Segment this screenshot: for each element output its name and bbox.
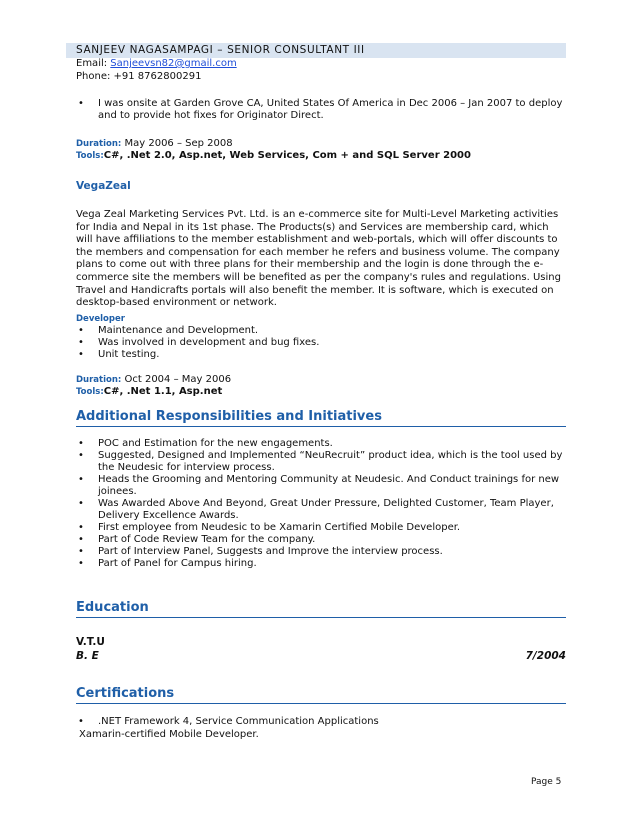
list-item: • .NET Framework 4, Service Communication Applications [76, 716, 566, 728]
list-item: • Part of Panel for Campus hiring. [76, 558, 566, 570]
tools-value: C#, .Net 2.0, Asp.net, Web Services, Com + and SQL Server 2000 [103, 150, 471, 161]
tools-label: Tools: [76, 151, 104, 161]
list-item: • Part of Code Review Team for the company. [76, 534, 566, 546]
list-item: • Heads the Grooming and Mentoring Community at Neudesic. And Conduct trainings for new joinees. [76, 474, 566, 498]
vegazeal-description: Vega Zeal Marketing Services Pvt. Ltd. is an e-commerce site for Multi-Level Marketing activities for India and Nepal in its 1st phase. The Products(s) and Services are membership card, which will have affiliations to the member establishment and web-portals, which will offer discounts to the members and compensation for each member he refers and business volume. The company plans to come out with three plans for their membership and the login is done through the e-commerce site the members will be benefited as per the company's rules and regulations. Using Travel and Handicrafts portals will also benefit the member. It is software, which is executed on desktop-based environment or network. [76, 209, 561, 309]
tools-label: Tools: [76, 387, 104, 397]
certification-extra: Xamarin-certified Mobile Developer. [79, 729, 259, 740]
additional-bullet-list [76, 438, 566, 570]
section-divider [76, 703, 566, 704]
duration-label: Duration: [76, 139, 122, 149]
list-item: • Maintenance and Development. [76, 325, 566, 337]
section-title-education: Education [76, 600, 149, 615]
email-link[interactable]: Sanjeevsn82@gmail.com [110, 58, 237, 69]
vegazeal-bullet-list [76, 325, 566, 361]
vegazeal-tools [76, 386, 222, 397]
project1-duration [76, 138, 233, 149]
section-title-certifications: Certifications [76, 686, 175, 701]
phone-line: Phone: +91 8762800291 [76, 71, 202, 82]
university-name: V.T.U [76, 636, 105, 648]
degree-name: B. E [76, 650, 99, 662]
vegazeal-duration [76, 374, 231, 385]
section-divider [76, 617, 566, 618]
tools-value: C#, .Net 1.1, Asp.net [103, 386, 223, 397]
duration-label: Duration: [76, 375, 122, 385]
list-item: • Was involved in development and bug fixes. [76, 337, 566, 349]
list-item: • POC and Estimation for the new engagements. [76, 438, 566, 450]
email-label: Email: [76, 58, 111, 69]
duration-value: May 2006 – Sep 2008 [121, 138, 233, 149]
page-number: Page 5 [531, 777, 562, 787]
company-title-vegazeal: VegaZeal [76, 180, 131, 192]
onsite-bullet-list [76, 98, 566, 122]
duration-value: Oct 2004 – May 2006 [121, 374, 232, 385]
section-title-additional: Additional Responsibilities and Initiatives [76, 409, 382, 424]
list-item: • Part of Interview Panel, Suggests and Improve the interview process. [76, 546, 566, 558]
list-item: • First employee from Neudesic to be Xamarin Certified Mobile Developer. [76, 522, 566, 534]
degree-year: 7/2004 [525, 650, 566, 662]
list-item: • Suggested, Designed and Implemented “NeuRecruit” product idea, which is the tool used by the Neudesic for interview process. [76, 450, 566, 474]
project1-tools [76, 150, 471, 161]
list-item: • I was onsite at Garden Grove CA, United States Of America in Dec 2006 – Jan 2007 to deploy and to provide hot fixes for Originator Direct. [76, 98, 566, 122]
role-label: Developer [76, 314, 125, 324]
certifications-bullet-list [76, 716, 566, 728]
resume-header-title: SANJEEV NAGASAMPAGI – SENIOR CONSULTANT III [76, 44, 365, 56]
email-line [76, 58, 237, 69]
list-item: • Unit testing. [76, 349, 566, 361]
list-item: • Was Awarded Above And Beyond, Great Under Pressure, Delighted Customer, Team Player, Delivery Excellence Awards. [76, 498, 566, 522]
section-divider [76, 426, 566, 427]
